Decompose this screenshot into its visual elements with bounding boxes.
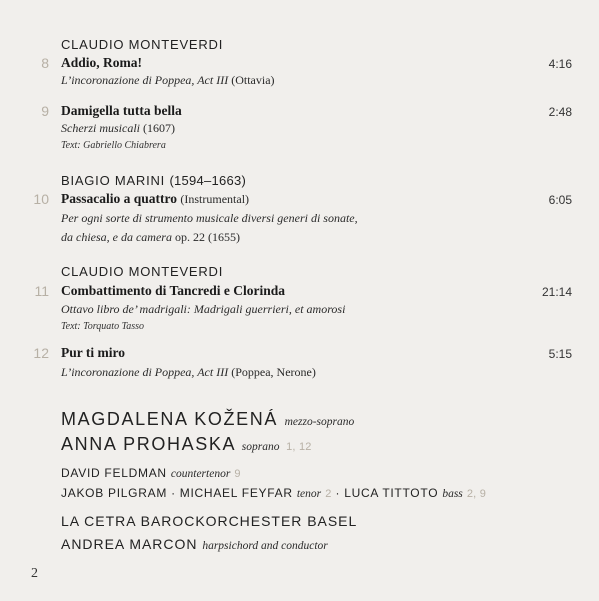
text-credit: Text: Gabriello Chiabrera — [61, 140, 166, 151]
track-duration: 2:48 — [548, 105, 572, 119]
performer-role: countertenor — [170, 468, 231, 480]
track-subtitle-text: L’incoronazione di Poppea, Act III — [61, 73, 229, 87]
performer-role: mezzo-soprano — [284, 416, 355, 428]
track-duration: 21:14 — [541, 285, 572, 299]
track-number: 9 — [41, 103, 49, 119]
track-title — [61, 103, 182, 119]
performer-name: ANDREA MARCON — [61, 536, 198, 552]
track-subtitle-line2-text: da chiesa, e da camera — [61, 230, 172, 244]
performer-orchestra — [61, 513, 357, 529]
performer-kozena — [61, 409, 354, 430]
performer-tracks: 2, 9 — [466, 488, 487, 500]
performer-role: harpsichord and conductor — [202, 540, 328, 552]
track-subtitle — [61, 121, 175, 136]
performer-name: JAKOB PILGRAM — [61, 486, 168, 500]
performer-marcon — [61, 536, 328, 552]
performer-role: tenor — [296, 488, 322, 500]
track-subtitle: Per ogni sorte di strumento musicale diversi generi di sonate, — [61, 211, 358, 225]
track-subtitle-text: L’incoronazione di Poppea, Act III — [61, 365, 229, 379]
track-title — [61, 55, 142, 71]
track-title — [61, 345, 125, 361]
name-separator: · — [171, 486, 176, 500]
performer-name: ANNA PROHASKA — [61, 434, 236, 454]
track-number: 8 — [41, 55, 49, 71]
performer-tracks: 9 — [234, 468, 241, 480]
track-subtitle-text: Scherzi musicali — [61, 121, 140, 135]
track-number: 10 — [33, 191, 49, 207]
track-subtitle-note: (Ottavia) — [231, 73, 275, 87]
performer-name: MICHAEL FEYFAR — [179, 486, 293, 500]
track-subtitle-line2 — [61, 230, 240, 245]
track-title-text: Addio, Roma! — [61, 55, 143, 70]
track-subtitle — [61, 73, 275, 88]
track-duration: 5:15 — [548, 347, 572, 361]
performer-name: LUCA TITTOTO — [344, 486, 439, 500]
performer-tracks: 2 — [325, 488, 332, 500]
track-subtitle-note: (Poppea, Nerone) — [231, 365, 316, 379]
performer-tenors-bass — [61, 486, 486, 500]
performer-name: LA CETRA BAROCKORCHESTER BASEL — [61, 513, 358, 529]
performer-feldman — [61, 466, 241, 480]
track-number: 12 — [33, 345, 49, 361]
track-subtitle — [61, 365, 316, 380]
page-number: 2 — [31, 566, 38, 581]
performer-name: MAGDALENA KOŽENÁ — [61, 409, 278, 429]
performer-role: bass — [442, 488, 463, 500]
performer-name: DAVID FELDMAN — [61, 466, 167, 480]
track-subtitle-line2-note: op. 22 (1655) — [174, 230, 240, 244]
text-credit: Text: Torquato Tasso — [61, 321, 144, 332]
track-title-text: Passacalio a quattro — [61, 191, 178, 206]
track-duration: 4:16 — [548, 57, 572, 71]
track-title-text: Combattimento di Tancredi e Clorinda — [61, 283, 286, 298]
track-title — [61, 283, 285, 299]
composer-name: BIAGIO MARINI — [61, 173, 166, 188]
performer-prohaska — [61, 434, 312, 455]
name-separator: · — [335, 486, 341, 500]
composer-dates: (1594–1663) — [169, 173, 247, 188]
composer-heading — [61, 173, 246, 188]
track-number: 11 — [34, 283, 49, 299]
track-title-text: Pur ti miro — [61, 345, 125, 360]
track-subtitle: Ottavo libro de’ madrigali: Madrigali guerrieri, et amorosi — [61, 302, 346, 316]
track-subtitle-note: (1607) — [143, 121, 175, 135]
composer-name: CLAUDIO MONTEVERDI — [61, 37, 224, 52]
composer-name: CLAUDIO MONTEVERDI — [61, 264, 224, 279]
track-title-text: Damigella tutta bella — [61, 103, 182, 118]
composer-heading — [61, 264, 223, 279]
track-title — [61, 191, 249, 207]
track-title-note: (Instrumental) — [180, 192, 250, 206]
performer-tracks: 1, 12 — [286, 441, 312, 453]
performer-role: soprano — [241, 441, 280, 453]
composer-heading — [61, 37, 223, 52]
track-duration: 6:05 — [548, 193, 572, 207]
